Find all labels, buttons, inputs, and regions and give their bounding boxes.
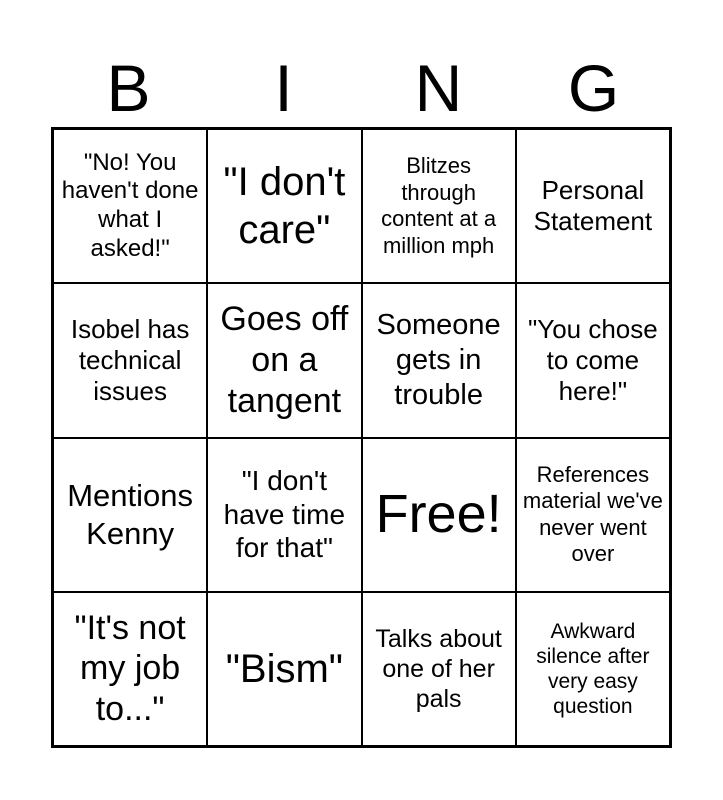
bingo-cell-text: "It's not my job to..." (74, 608, 186, 729)
bingo-cell[interactable] (516, 129, 670, 283)
bingo-cell-text: Blitzes through content at a million mph (381, 153, 497, 258)
bingo-cell[interactable] (362, 129, 516, 283)
header-letter-n: N (414, 51, 463, 125)
bingo-cell[interactable] (516, 592, 670, 746)
bingo-cell-text: Awkward silence after very easy question (536, 619, 650, 719)
bingo-cell-text: "Bism" (225, 646, 344, 691)
bingo-cell[interactable] (207, 129, 361, 283)
bingo-cell-text: "I don't care" (223, 160, 346, 253)
bingo-cell-text: Mentions Kenny (67, 478, 194, 551)
bingo-cell[interactable] (362, 283, 516, 437)
bingo-cell-text: References material we've never went over (522, 461, 663, 567)
header-letter-b: B (106, 51, 151, 125)
header-letter-i: I (274, 51, 293, 125)
bingo-cell[interactable] (53, 129, 207, 283)
bingo-cell[interactable] (516, 283, 670, 437)
bingo-cell-text: Goes off on a tangent (220, 300, 349, 420)
bingo-cell-text: Talks about one of her pals (375, 624, 502, 713)
bingo-cell-text: "You chose to come here!" (528, 313, 658, 406)
bingo-cell-text: Personal Statement (533, 174, 653, 237)
bingo-cell-text: "I don't have time for that" (223, 465, 346, 564)
header-letter-g: G (567, 51, 620, 125)
bingo-cell[interactable] (207, 438, 361, 592)
bingo-cell-text: Isobel has technical issues (70, 313, 190, 406)
bingo-cell[interactable] (362, 592, 516, 746)
bingo-cell[interactable] (53, 592, 207, 746)
bingo-cell[interactable] (53, 283, 207, 437)
bingo-cell-free[interactable] (362, 438, 516, 592)
bingo-cell-text: "No! You haven't done what I asked!" (61, 148, 199, 262)
bingo-cell[interactable] (516, 438, 670, 592)
bingo-cell[interactable] (207, 592, 361, 746)
bingo-cell-text: Free! (375, 484, 502, 545)
bingo-cell-text: Someone gets in trouble (376, 309, 501, 411)
bingo-cell[interactable] (53, 438, 207, 592)
bingo-board (51, 127, 672, 748)
bingo-cell[interactable] (207, 283, 361, 437)
